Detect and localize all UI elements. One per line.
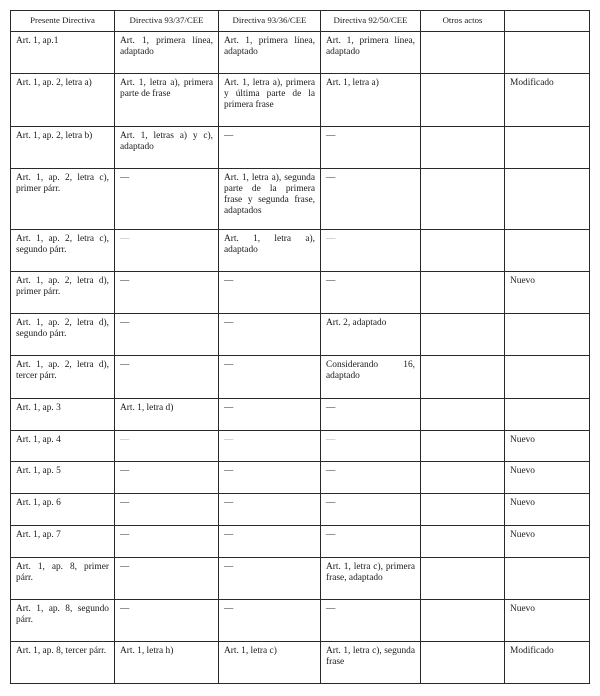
cell-93-36: —: [219, 314, 321, 356]
cell-93-36: —: [219, 600, 321, 642]
cell-otros: [421, 642, 505, 684]
cell-otros: [421, 558, 505, 600]
table-row: [11, 431, 590, 462]
cell-presente: Art. 1, ap. 5: [11, 462, 115, 494]
cell-otros: [421, 399, 505, 431]
cell-92-50: —: [321, 431, 421, 462]
cell-status: [505, 127, 590, 169]
cell-93-36: —: [219, 127, 321, 169]
cell-92-50: —: [321, 272, 421, 314]
cell-presente: Art. 1, ap. 2, letra d), tercer párr.: [11, 356, 115, 399]
cell-otros: [421, 356, 505, 399]
header-directiva-92-50: Directiva 92/50/CEE: [321, 11, 421, 32]
cell-93-37: —: [115, 230, 219, 272]
cell-92-50: Art. 1, letra c), primera frase, adaptado: [321, 558, 421, 600]
cell-otros: [421, 494, 505, 526]
cell-92-50: —: [321, 462, 421, 494]
cell-92-50: —: [321, 526, 421, 558]
cell-status: Nuevo: [505, 526, 590, 558]
cell-otros: [421, 462, 505, 494]
cell-93-37: Art. 1, letra a), primera parte de frase: [115, 74, 219, 127]
cell-status: [505, 230, 590, 272]
cell-92-50: Art. 1, letra c), segunda frase: [321, 642, 421, 684]
cell-93-36: Art. 1, letra a), primera y última parte de la primera frase: [219, 74, 321, 127]
cell-93-37: —: [115, 558, 219, 600]
cell-status: [505, 314, 590, 356]
cell-status: Nuevo: [505, 600, 590, 642]
table-row: [11, 169, 590, 230]
cell-status: Nuevo: [505, 431, 590, 462]
cell-presente: Art. 1, ap.1: [11, 32, 115, 74]
cell-93-36: Art. 1, primera línea, adaptado: [219, 32, 321, 74]
cell-93-37: —: [115, 462, 219, 494]
cell-93-36: —: [219, 462, 321, 494]
cell-presente: Art. 1, ap. 6: [11, 494, 115, 526]
cell-92-50: —: [321, 127, 421, 169]
cell-93-36: —: [219, 526, 321, 558]
header-row: [11, 11, 590, 32]
cell-93-37: Art. 1, primera línea, adaptado: [115, 32, 219, 74]
cell-presente: Art. 1, ap. 8, primer párr.: [11, 558, 115, 600]
cell-presente: Art. 1, ap. 2, letra a): [11, 74, 115, 127]
cell-status: Nuevo: [505, 272, 590, 314]
cell-presente: Art. 1, ap. 2, letra c), primer párr.: [11, 169, 115, 230]
cell-93-36: —: [219, 272, 321, 314]
cell-93-36: Art. 1, letra c): [219, 642, 321, 684]
cell-presente: Art. 1, ap. 2, letra d), primer párr.: [11, 272, 115, 314]
table-row: [11, 494, 590, 526]
cell-93-37: —: [115, 272, 219, 314]
cell-93-36: —: [219, 431, 321, 462]
table-row: [11, 230, 590, 272]
cell-otros: [421, 526, 505, 558]
header-otros-actos: Otros actos: [421, 11, 505, 32]
cell-otros: [421, 600, 505, 642]
cell-92-50: —: [321, 230, 421, 272]
cell-otros: [421, 169, 505, 230]
cell-presente: Art. 1, ap. 2, letra d), segundo párr.: [11, 314, 115, 356]
cell-presente: Art. 1, ap. 3: [11, 399, 115, 431]
cell-status: [505, 356, 590, 399]
cell-93-37: Art. 1, letra d): [115, 399, 219, 431]
cell-92-50: —: [321, 494, 421, 526]
cell-93-36: —: [219, 399, 321, 431]
cell-92-50: —: [321, 169, 421, 230]
table-row: [11, 314, 590, 356]
table-row: [11, 600, 590, 642]
cell-status: Nuevo: [505, 494, 590, 526]
cell-92-50: —: [321, 600, 421, 642]
cell-92-50: Considerando 16, adaptado: [321, 356, 421, 399]
cell-93-36: —: [219, 494, 321, 526]
cell-presente: Art. 1, ap. 2, letra b): [11, 127, 115, 169]
cell-93-37: —: [115, 600, 219, 642]
table-row: [11, 399, 590, 431]
cell-status: [505, 558, 590, 600]
correspondence-table: [10, 10, 590, 684]
cell-93-36: —: [219, 356, 321, 399]
cell-presente: Art. 1, ap. 8, tercer párr.: [11, 642, 115, 684]
cell-status: Modificado: [505, 642, 590, 684]
cell-93-37: Art. 1, letra h): [115, 642, 219, 684]
cell-92-50: Art. 1, letra a): [321, 74, 421, 127]
cell-93-37: —: [115, 314, 219, 356]
cell-status: [505, 32, 590, 74]
table-row: [11, 558, 590, 600]
header-presente-directiva: Presente Directiva: [11, 11, 115, 32]
cell-otros: [421, 127, 505, 169]
cell-presente: Art. 1, ap. 4: [11, 431, 115, 462]
cell-otros: [421, 230, 505, 272]
cell-92-50: Art. 1, primera línea, adaptado: [321, 32, 421, 74]
cell-93-37: —: [115, 431, 219, 462]
cell-status: Modificado: [505, 74, 590, 127]
cell-93-36: Art. 1, letra a), adaptado: [219, 230, 321, 272]
cell-presente: Art. 1, ap. 2, letra c), segundo párr.: [11, 230, 115, 272]
cell-status: [505, 169, 590, 230]
table-row: [11, 356, 590, 399]
table-row: [11, 526, 590, 558]
cell-status: [505, 399, 590, 431]
header-directiva-93-37: Directiva 93/37/CEE: [115, 11, 219, 32]
table-row: [11, 462, 590, 494]
cell-93-36: Art. 1, letra a), segunda parte de la primera frase y segunda frase, adaptados: [219, 169, 321, 230]
cell-otros: [421, 314, 505, 356]
cell-92-50: —: [321, 399, 421, 431]
cell-otros: [421, 431, 505, 462]
header-directiva-93-36: Directiva 93/36/CEE: [219, 11, 321, 32]
cell-otros: [421, 272, 505, 314]
table-row: [11, 642, 590, 684]
cell-93-37: —: [115, 494, 219, 526]
cell-93-37: Art. 1, letras a) y c), adaptado: [115, 127, 219, 169]
table-row: [11, 32, 590, 74]
cell-93-37: —: [115, 356, 219, 399]
header-notes: [505, 11, 590, 32]
cell-presente: Art. 1, ap. 8, segundo párr.: [11, 600, 115, 642]
table-row: [11, 127, 590, 169]
table-row: [11, 74, 590, 127]
cell-93-37: —: [115, 526, 219, 558]
cell-92-50: Art. 2, adaptado: [321, 314, 421, 356]
cell-status: Nuevo: [505, 462, 590, 494]
cell-93-37: —: [115, 169, 219, 230]
cell-otros: [421, 32, 505, 74]
cell-otros: [421, 74, 505, 127]
cell-presente: Art. 1, ap. 7: [11, 526, 115, 558]
cell-93-36: —: [219, 558, 321, 600]
table-row: [11, 272, 590, 314]
